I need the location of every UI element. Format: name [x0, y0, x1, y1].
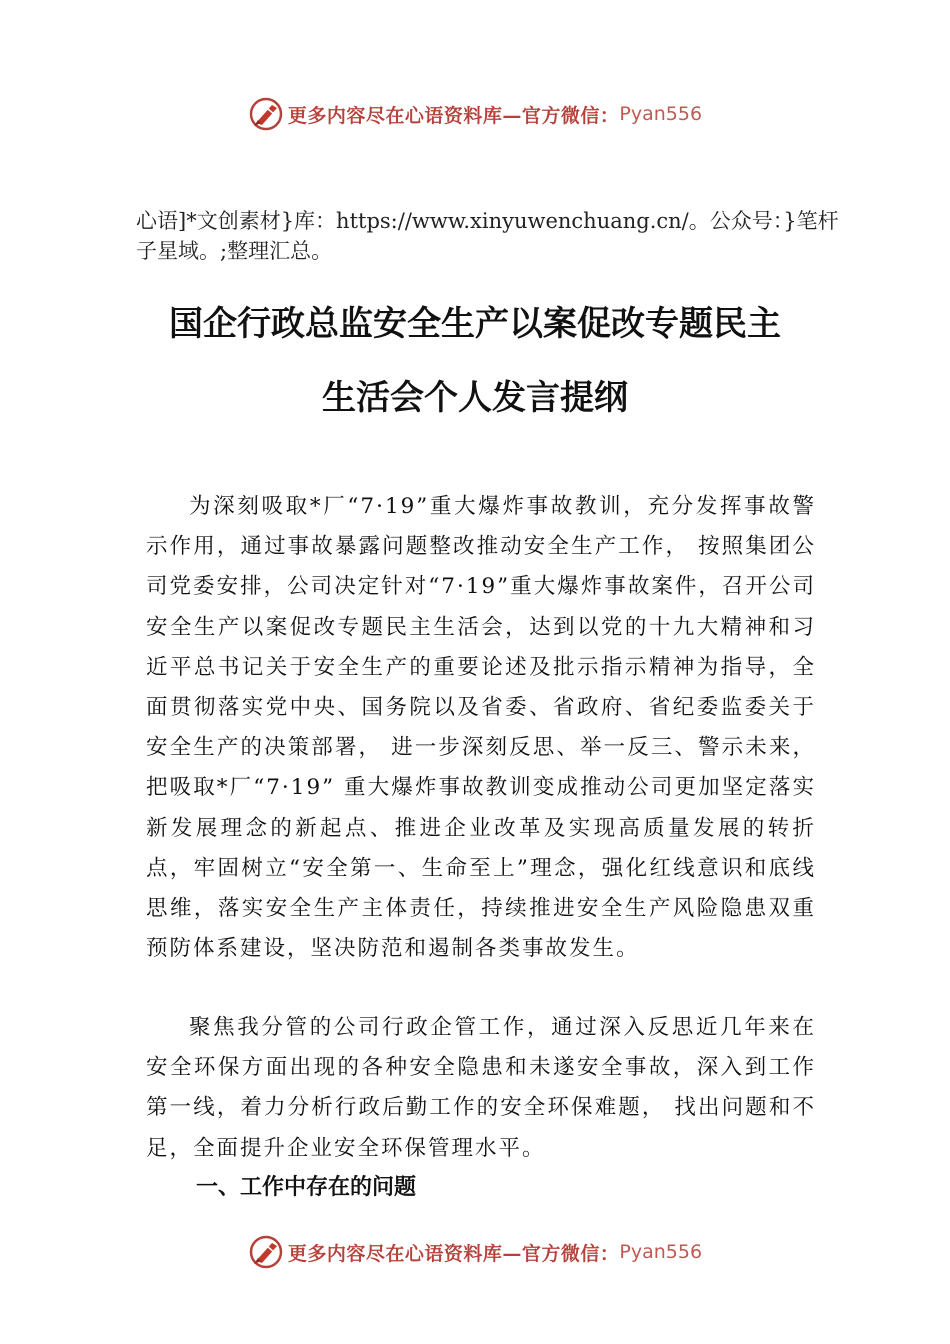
source-note: 心语]*文创素材}库：https://www.xinyuwenchuang.cn/。公众号：}笔杆子星域。;整理汇总。	[136, 209, 839, 263]
banner-handle: Pyan556	[619, 1241, 703, 1263]
banner-text: 更多内容尽在心语资料库—官方微信：	[287, 104, 620, 127]
pen-nib-logo-icon	[248, 1234, 284, 1270]
body-paragraph-2: 聚焦我分管的公司行政企管工作，通过深入反思近几年来在安全环保方面出现的各种安全隐患和未遂安全事故，深入到工作第一线，着力分析行政后勤工作的安全环保难题， 找出问题和不足，全面提升企业安全环保管理水平。	[146, 1015, 816, 1161]
document-title-line2: 生活会个人发言提纲	[322, 378, 628, 418]
document-title-line1: 国企行政总监安全生产以案促改专题民主	[169, 304, 781, 344]
banner-handle: Pyan556	[619, 103, 703, 125]
banner-text: 更多内容尽在心语资料库—官方微信：	[287, 1242, 620, 1265]
body-paragraph-1: 为深刻吸取*厂“7·19”重大爆炸事故教训，充分发挥事故警示作用，通过事故暴露问题整改推动安全生产工作， 按照集团公司党委安排，公司决定针对“7·19”重大爆炸事故案件，召开公司安全生产以案促改专题民主生活会，达到以党的十九大精神和习近平总书记关于安全生产的重要论述及批示指示精神为指导，全面贯彻落实党中央、国务院以及省委、省政府、省纪委监委关于安全生产的决策部署， 进一步深刻反思、举一反三、警示未来，把吸取*厂“7·19” 重大爆炸事故教训变成推动公司更加坚定落实新发展理念的新起点、推进企业改革及实现高质量发展的转折点，牢固树立“安全第一、生命至上”理念，强化红线意识和底线思维，落实安全生产主体责任，持续推进安全生产风险隐患双重预防体系建设，坚决防范和遏制各类事故发生。	[146, 494, 816, 962]
footer-banner	[0, 1232, 950, 1272]
header-banner	[0, 94, 950, 134]
section-heading: 一、工作中存在的问题	[196, 1175, 417, 1200]
pen-nib-logo-icon	[248, 96, 284, 132]
